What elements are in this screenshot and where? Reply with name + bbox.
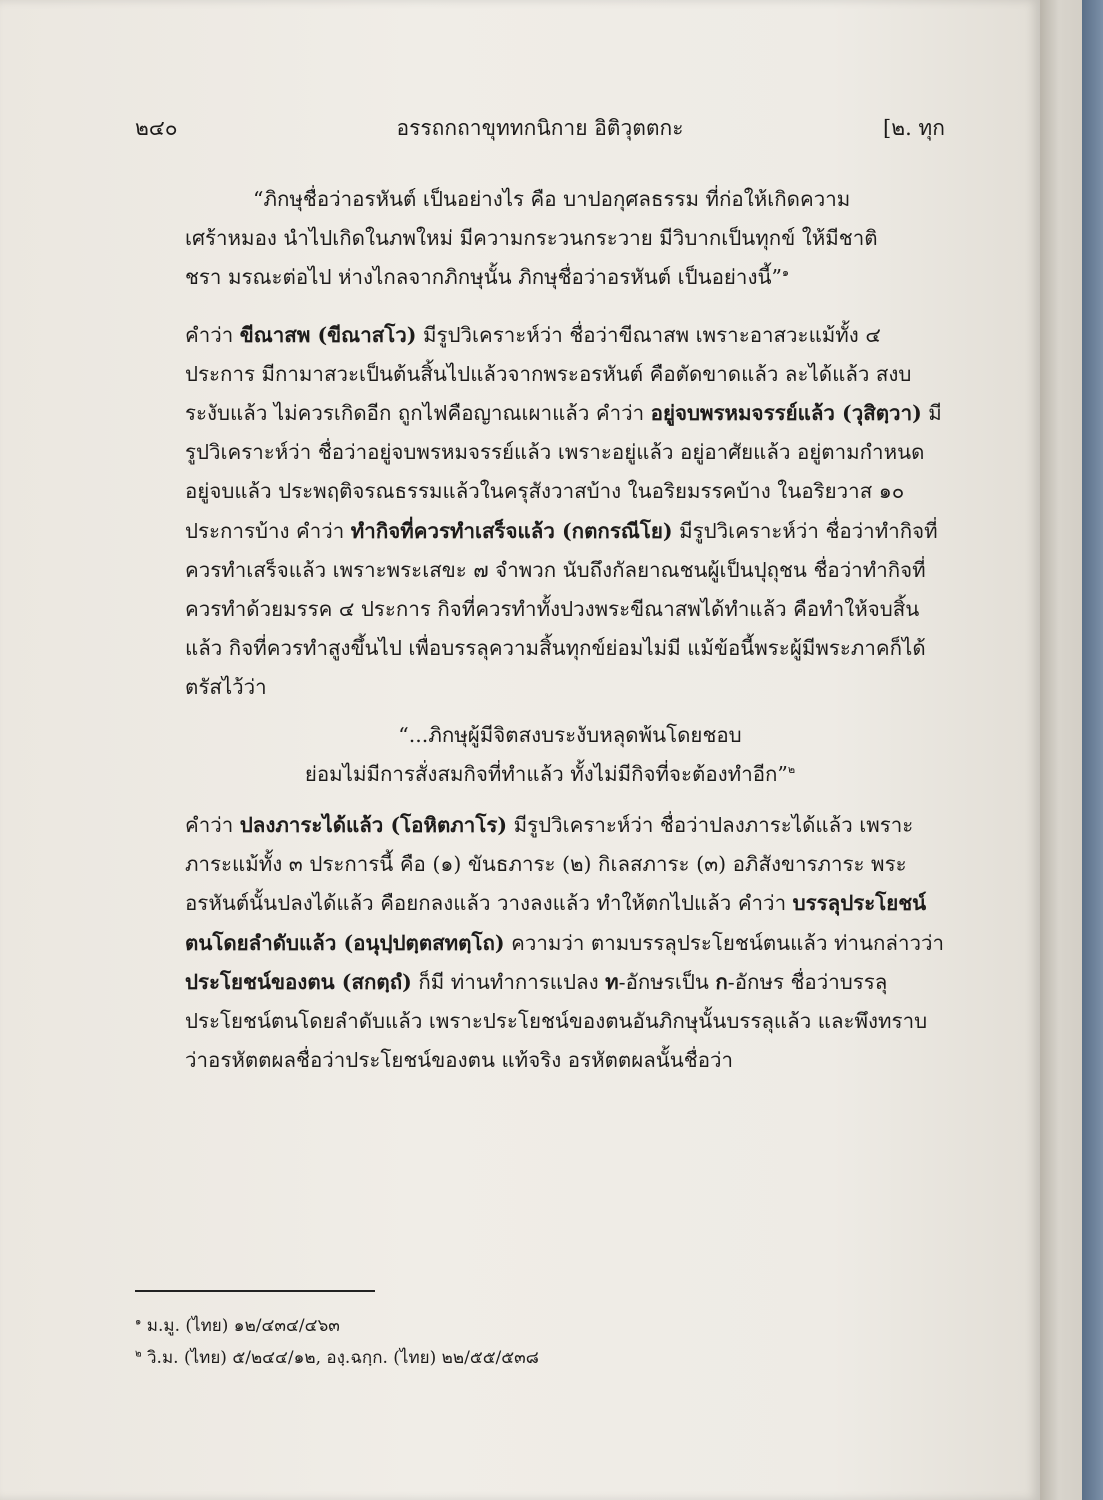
verse-line (133, 755, 947, 794)
paragraph-text: -อักษร ชื่อว่าบรรลุประโยชน์ตนโดยลำดับแล้ว เพราะประโยชน์ของตนอันภิกษุนั้นบรรลุแล้ว และพึงทราบว่าอรหัตตผลชื่อว่าประโยชน์ของตน แท้จริง อรหัตตผลนั้นชื่อว่า (185, 969, 928, 1073)
term-bold: ขีณาสพ (ขีณาสโว) (239, 322, 417, 347)
term-bold: ปลงภาระได้แล้ว (โอหิตภาโร) (239, 813, 508, 838)
footnote-text: วิ.ม. (ไทย) ๕/๒๔๔/๑๒, องฺ.ฉกฺก. (ไทย) ๒๒/๕๕/๕๓๘ (141, 1348, 539, 1368)
verse-quote (133, 716, 947, 794)
paragraph-text: มีรูปวิเคราะห์ว่า ชื่อว่าทำกิจที่ควรทำเสร็จแล้ว เพราะพระเสขะ ๗ จำพวก นับถึงกัลยาณชนผู้เป็นปุถุชน ชื่อว่าทำกิจที่ควรทำด้วยมรรค ๔ ประการ กิจที่ควรทำทั้งปวงพระขีณาสพได้ทำแล้ว คือทำให้จบสิ้นแล้ว กิจที่ควรทำสูงขึ้นไป เพื่อบรรลุความสิ้นทุกข์ย่อมไม่มี แม้ข้อนี้พระผู้มีพระภาคก็ได้ตรัสไว้ว่า (185, 518, 938, 700)
paragraph-text: มีรูปวิเคราะห์ว่า ชื่อว่าปลงภาระได้แล้ว เพราะภาระแม้ทั้ง ๓ ประการนี้ คือ (๑) ขันธภาระ (๒) กิเลสภาระ (๓) อภิสังขารภาระ พระอรหันต์นั้นปลงได้แล้ว คือยกลงแล้ว วางลงแล้ว ทำให้ตกไปแล้ว คำว่า (185, 813, 914, 916)
footnote (135, 1310, 835, 1342)
paragraph-text: คำว่า (185, 813, 240, 838)
paragraph-text: ก็มี ท่านทำการแปลง (411, 969, 606, 994)
term-bold: ประโยชน์ของตน (สกตฺถํ) (185, 969, 412, 994)
paragraph-text: คำว่า (185, 322, 240, 347)
page-body (133, 180, 947, 1080)
paragraph-text: มีรูปวิเคราะห์ว่า ชื่อว่าขีณาสพ เพราะอาสวะแม้ทั้ง ๔ ประการ มีกามาสวะเป็นต้นสิ้นไปแล้วจากพระอรหันต์ คือตัดขาดแล้ว ละได้แล้ว สงบระงับแล้ว ไม่ควรเกิดอีก ถูกไฟคือญาณเผาแล้ว คำว่า (185, 322, 912, 426)
verse-line-text: ย่อมไม่มีการสั่งสมกิจที่ทำแล้ว ทั้งไม่มีกิจที่จะต้องทำอีก” (304, 761, 788, 786)
footnotes (135, 1310, 835, 1374)
paragraph-khinasava (133, 316, 947, 708)
paragraph-ohitabhara (133, 806, 947, 1080)
term-bold: ทำกิจที่ควรทำเสร็จแล้ว (กตกรณีโย) (350, 518, 673, 543)
section-label: [๒. ทุก (883, 116, 945, 140)
footnote-mark: ๒ (135, 1348, 142, 1360)
quote-paragraph (133, 180, 947, 298)
letter-bold: ท (605, 969, 619, 994)
term-bold: บรรลุประโยชน์ตนโดยลำดับแล้ว (อนุปฺปตฺตสทตฺโถ) (185, 891, 927, 955)
footnote (135, 1342, 835, 1374)
footnote-ref: ๑ (781, 266, 789, 280)
paragraph-text: ความว่า ตามบรรลุประโยชน์ตนแล้ว ท่านกล่าวว่า (504, 930, 945, 955)
book-cover-edge (1082, 0, 1103, 1500)
paragraph-text: -อักษรเป็น (618, 969, 716, 994)
running-header (135, 112, 945, 142)
quote-line: “ภิกษุชื่อว่าอรหันต์ เป็นอย่างไร คือ บาปอกุศลธรรม ที่ก่อให้เกิดความ (253, 187, 851, 211)
quote-line (133, 258, 947, 297)
footnote-text: ม.มู. (ไทย) ๑๒/๔๓๔/๔๖๓ (141, 1316, 340, 1336)
letter-bold: ก (715, 969, 728, 994)
footnote-ref: ๒ (787, 763, 796, 777)
verse-line: “...ภิกษุผู้มีจิตสงบระงับหลุดพ้นโดยชอบ (398, 722, 742, 747)
footnote-mark: ๑ (135, 1316, 142, 1328)
running-title: อรรถกถาขุททกนิกาย อิติวุตตกะ (396, 116, 684, 140)
footnote-divider (135, 1290, 375, 1292)
quote-line-text: ชรา มรณะต่อไป ห่างไกลจากภิกษุนั้น ภิกษุชื่อว่าอรหันต์ เป็นอย่างนี้” (185, 265, 782, 290)
term-bold: อยู่จบพรหมจรรย์แล้ว (วุสิตฺวา) (650, 401, 922, 426)
quote-line: เศร้าหมอง นำไปเกิดในภพใหม่ มีความกระวนกระวาย มีวิบากเป็นทุกข์ ให้มีชาติ (185, 226, 878, 251)
page-number: ๒๔๐ (135, 116, 178, 140)
paragraph-text: มีรูปวิเคราะห์ว่า ชื่อว่าอยู่จบพรหมจรรย์แล้ว เพราะอยู่แล้ว อยู่อาศัยแล้ว อยู่ตามกำหนด อยู่จบแล้ว ประพฤติจรณธรรมแล้วในครุสังวาสบ้าง ในอริยมรรคบ้าง ในอริยวาส ๑๐ ประการบ้าง คำว่า (185, 401, 942, 543)
